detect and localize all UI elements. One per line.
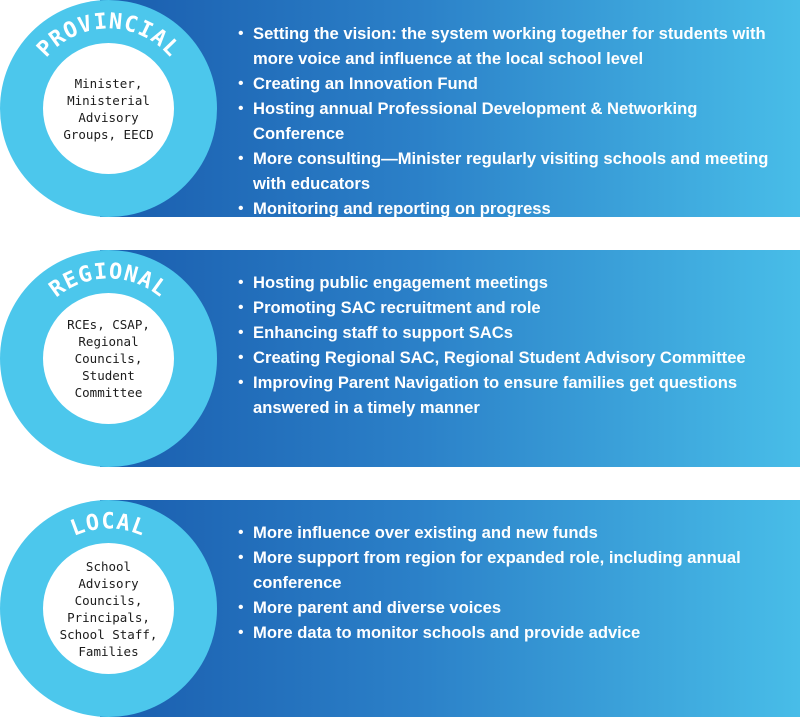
list-item: • Creating Regional SAC, Regional Student Advisory Committee — [238, 345, 793, 370]
tier-ring — [0, 250, 217, 467]
svg-text:LOCAL — [67, 510, 149, 542]
tier-label: PROVINCIAL — [32, 9, 185, 63]
tier-items — [238, 21, 793, 221]
tier-members-circle — [43, 543, 174, 674]
list-item: • Enhancing staff to support SACs — [238, 320, 793, 345]
list-item: • Setting the vision: the system working together for students with more voice and influence at the local school level — [238, 21, 793, 71]
list-item: • Creating an Innovation Fund — [238, 71, 793, 96]
tier-members: RCEs, CSAP, Regional Councils, Student Committee — [67, 317, 150, 400]
tier-members-circle — [43, 293, 174, 424]
list-item: • More data to monitor schools and provide advice — [238, 620, 793, 645]
list-item: • Hosting public engagement meetings — [238, 270, 793, 295]
tier-regional — [0, 250, 800, 467]
list-item: • More parent and diverse voices — [238, 595, 793, 620]
tier-members: Minister, Ministerial Advisory Groups, EECD — [63, 75, 154, 142]
list-item: • Monitoring and reporting on progress — [238, 196, 793, 221]
tier-items — [238, 520, 793, 645]
list-item: • More consulting—Minister regularly visiting schools and meeting with educators — [238, 146, 793, 196]
tier-label: REGIONAL — [44, 259, 173, 303]
tier-ring — [0, 500, 217, 717]
tier-items — [238, 270, 793, 420]
tier-ring — [0, 0, 217, 217]
tier-members: School Advisory Councils, Principals, School Staff, Families — [59, 558, 158, 659]
list-item: • More support from region for expanded role, including annual conference — [238, 545, 793, 595]
list-item: • Hosting annual Professional Development & Networking Conference — [238, 96, 793, 146]
list-item: • Improving Parent Navigation to ensure families get questions answered in a timely manner — [238, 370, 793, 420]
list-item: • Promoting SAC recruitment and role — [238, 295, 793, 320]
list-item: • More influence over existing and new funds — [238, 520, 793, 545]
tier-local — [0, 500, 800, 717]
tier-provincial — [0, 0, 800, 217]
tier-members-circle — [43, 43, 174, 174]
tier-label: LOCAL — [67, 509, 150, 542]
